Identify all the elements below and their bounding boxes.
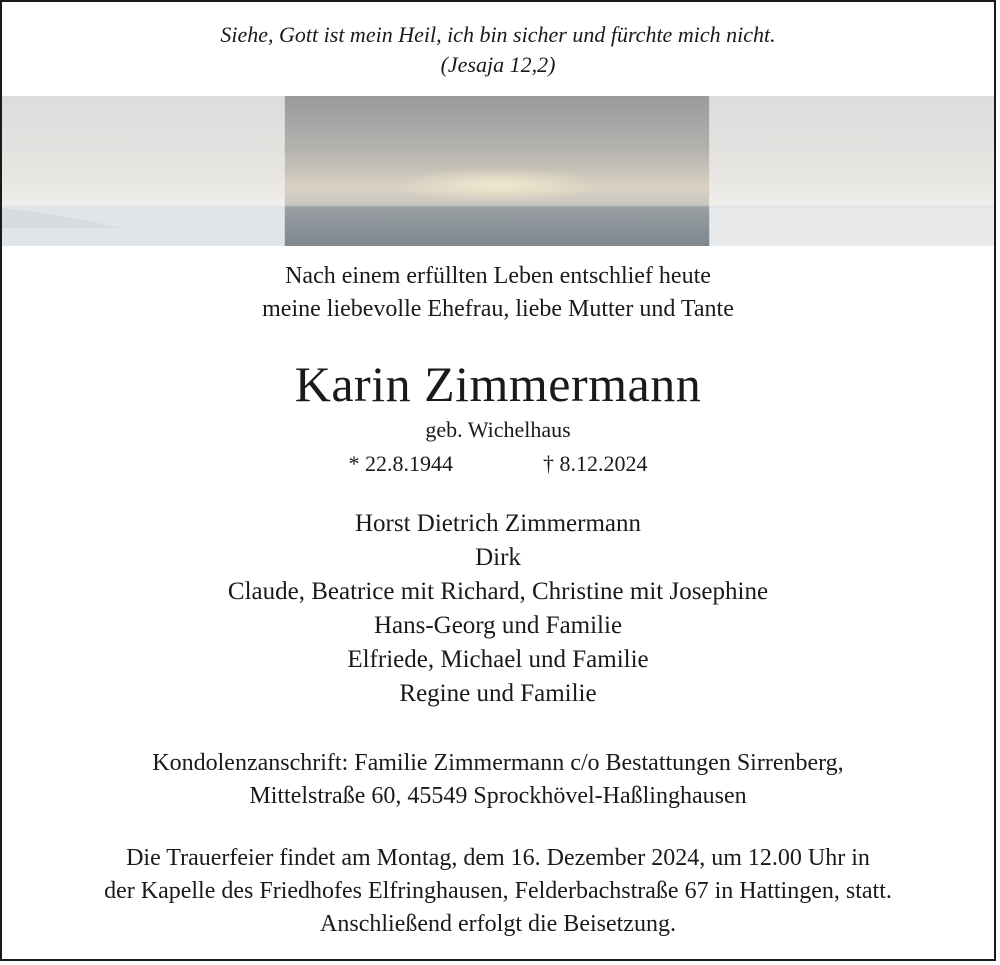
mourner-entry: Horst Dietrich Zimmermann bbox=[354, 510, 642, 537]
intro-text bbox=[2, 260, 994, 326]
birth-date: * 22.8.1944 bbox=[348, 451, 453, 476]
verse-text: Siehe, Gott ist mein Heil, ich bin sicher und fürchte mich nicht. bbox=[220, 22, 776, 47]
funeral-line-2: der Kapelle des Friedhofes Elfringhausen, Felderbachstraße 67 in Hattingen, statt. bbox=[104, 878, 892, 904]
death-date: † 8.12.2024 bbox=[543, 451, 648, 476]
intro-line-1: Nach einem erfüllten Leben entschlief heute bbox=[285, 263, 711, 289]
funeral-info bbox=[2, 842, 994, 941]
life-dates bbox=[2, 450, 994, 478]
mourner-entry: Claude, Beatrice mit Richard, Christine mit Josephine bbox=[227, 578, 769, 605]
condolence-address bbox=[2, 747, 994, 813]
bible-verse bbox=[2, 20, 994, 80]
mourner-entry: Dirk bbox=[475, 544, 521, 571]
mourner-entry: Elfriede, Michael und Familie bbox=[347, 646, 649, 673]
condolence-line-1: Kondolenzanschrift: Familie Zimmermann c/o Bestattungen Sirrenberg, bbox=[152, 750, 844, 776]
intro-line-2: meine liebevolle Ehefrau, liebe Mutter und Tante bbox=[262, 296, 734, 322]
mourners-list bbox=[2, 507, 994, 711]
condolence-line-2: Mittelstraße 60, 45549 Sprockhövel-Haßlinghausen bbox=[249, 783, 747, 809]
funeral-line-1: Die Trauerfeier findet am Montag, dem 16. Dezember 2024, um 12.00 Uhr in bbox=[126, 845, 870, 871]
funeral-line-3: Anschließend erfolgt die Beisetzung. bbox=[320, 911, 676, 937]
sunset-sea-image bbox=[2, 96, 994, 246]
mourner-entry: Regine und Familie bbox=[399, 680, 597, 707]
seascape-photo bbox=[2, 96, 994, 246]
verse-reference: (Jesaja 12,2) bbox=[440, 52, 556, 77]
maiden-name: geb. Wichelhaus bbox=[425, 417, 571, 442]
deceased-name: Karin Zimmermann bbox=[294, 356, 702, 412]
mourner-entry: Hans-Georg und Familie bbox=[373, 612, 623, 639]
